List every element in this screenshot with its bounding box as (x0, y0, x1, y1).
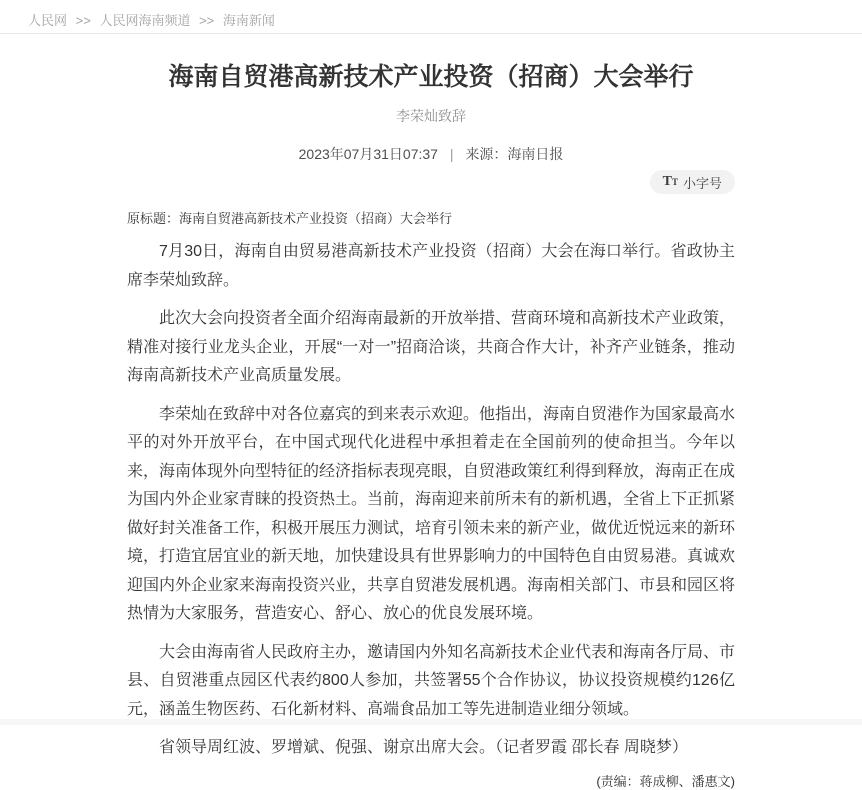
article-paragraph: 李荣灿在致辞中对各位嘉宾的到来表示欢迎。他指出，海南自贸港作为国家最高水平的对外开放平台，在中国式现代化进程中承担着走在全国前列的使命担当。今年以来，海南体现外向型特征的经济指标表现亮眼，自贸港政策红利得到释放，海南正在成为国内外企业家青睐的投资热土。当前，海南迎来前所未有的新机遇，全省上下正抓紧做好封关准备工作，积极开展压力测试，培育引领未来的新产业，做优近悦远来的新环境，打造宜居宜业的新天地，加快建设具有世界影响力的中国特色自由贸易港。真诚欢迎国内外企业家来海南投资兴业，共享自贸港发展机遇。海南相关部门、市县和园区将热情为大家服务，营造安心、舒心、放心的优良发展环境。 (127, 405, 736, 622)
article-paragraph: 7月30日，海南自由贸易港高新技术产业投资（招商）大会在海口举行。省政协主席李荣灿致辞。 (127, 243, 735, 289)
font-size-icon: T T (662, 174, 678, 189)
article-paragraph: 此次大会向投资者全面介绍海南最新的开放举措、营商环境和高新技术产业政策，精准对接行业龙头企业，开展“一对一”招商洽谈，共商合作大计，补齐产业链条，推动海南高新技术产业高质量发展。 (127, 310, 736, 384)
editor-credit: (责编：蒋成柳、潘惠文) (596, 773, 735, 789)
breadcrumb (0, 0, 862, 28)
article-paragraph: 大会由海南省人民政府主办，邀请国内外知名高新技术企业代表和海南各厅局、市县、自贸港重点园区代表约800人参加，共签署55个合作协议，协议投资规模约126亿元，涵盖生物医药、石化新材料、高端食品加工等先进制造业细分领域。 (127, 643, 736, 718)
source-label: 来源： (465, 146, 508, 162)
breadcrumb-separator: >> (75, 13, 91, 28)
page-bottom-strip (0, 719, 862, 725)
header-divider (0, 33, 862, 34)
font-size-label: 小字号 (682, 175, 722, 191)
article-subtitle: 李荣灿致辞 (396, 108, 466, 124)
meta-separator: | (449, 146, 454, 162)
font-size-button[interactable] (650, 170, 735, 194)
breadcrumb-separator: >> (199, 13, 215, 28)
breadcrumb-link-hainan-channel[interactable]: 人民网海南频道 (99, 13, 191, 28)
publish-date: 2023年07月31日07:37 (298, 146, 438, 162)
original-title: 原标题：海南自贸港高新技术产业投资（招商）大会举行 (127, 211, 453, 226)
page-title: 海南自贸港高新技术产业投资（招商）大会举行 (168, 63, 694, 91)
article (127, 60, 735, 790)
article-paragraph: 省领导周红波、罗增斌、倪强、谢京出席大会。（记者罗霞 邵长春 周晓梦） (159, 739, 688, 756)
breadcrumb-link-peoples-daily[interactable]: 人民网 (28, 13, 68, 28)
article-toolbar (127, 170, 735, 194)
breadcrumb-link-hainan-news[interactable]: 海南新闻 (222, 13, 275, 28)
source-link[interactable]: 海南日报 (507, 146, 564, 162)
article-meta (127, 144, 735, 164)
